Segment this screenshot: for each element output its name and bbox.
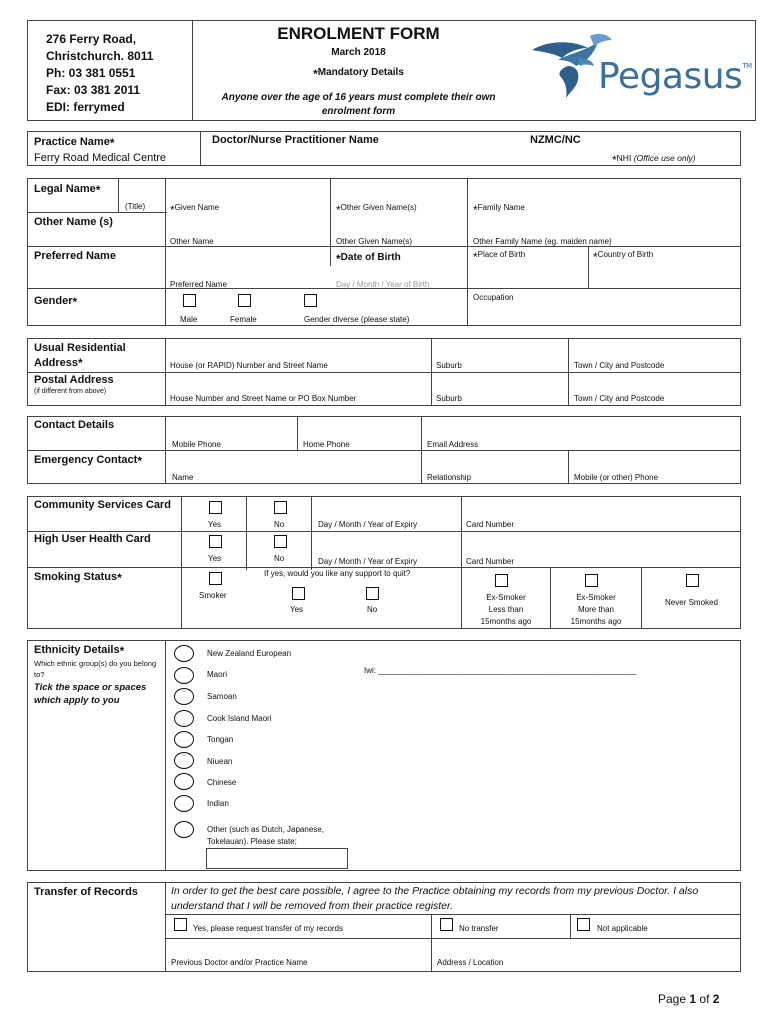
relationship-label: Relationship: [427, 473, 472, 482]
required-star: *: [473, 203, 478, 217]
ex-smoker-more-checkbox[interactable]: [585, 574, 598, 587]
eth-option-label: Cook Island Maori: [207, 714, 272, 723]
header-divider: [192, 20, 193, 121]
postal-note: (if different from above): [34, 388, 107, 395]
huhc-expiry-label: Day / Month / Year of Expiry: [318, 557, 418, 566]
row-divider: [165, 914, 741, 915]
ethnicity-question: Which ethnic group(s) do you belong to?: [34, 659, 157, 679]
col-divider: [297, 416, 298, 450]
gender-label: Gender*: [34, 295, 78, 309]
eth-nz-european-radio[interactable]: [174, 645, 194, 662]
required-star: *: [593, 250, 598, 264]
postal-address-label: Postal Address: [34, 374, 114, 386]
gender-male-checkbox[interactable]: [183, 294, 196, 307]
eth-other-radio[interactable]: [174, 821, 194, 838]
eth-option-label: Samoan: [207, 692, 237, 701]
suburb2-label: Suburb: [436, 394, 462, 403]
town2-label: Town / City and Postcode: [574, 394, 665, 403]
eth-maori-radio[interactable]: [174, 667, 194, 684]
csc-yes-checkbox[interactable]: [209, 501, 222, 514]
smoker-label: Smoker: [199, 591, 227, 600]
given-name-label: *Given Name: [170, 203, 220, 217]
nhi-label: *NHI (Office use only): [612, 153, 696, 167]
preferred-name-label: Preferred Name: [34, 250, 116, 262]
mandatory-note: [196, 67, 521, 81]
never-smoked-label: Never Smoked: [665, 598, 718, 607]
never-smoked-checkbox[interactable]: [686, 574, 699, 587]
other-family-name-label: Other Family Name (eg. maiden name): [473, 237, 612, 246]
required-star: *: [72, 295, 78, 309]
required-star: *: [119, 644, 125, 658]
required-star: *: [473, 250, 478, 264]
edi-line: EDI: ferrymed: [46, 100, 125, 114]
ex-smoker-less-checkbox[interactable]: [495, 574, 508, 587]
col-divider: [246, 496, 247, 570]
form-title: ENROLMENT FORM: [277, 24, 440, 43]
huhc-label: High User Health Card: [34, 533, 151, 545]
prev-address-label: Address / Location: [437, 958, 504, 967]
nzmc-label: NZMC/NC: [530, 134, 581, 146]
eth-option-label: Indian: [207, 799, 229, 808]
eth-option-label: New Zealand European: [207, 649, 292, 658]
legal-name-label: Legal Name*: [34, 183, 101, 197]
practice-divider: [200, 131, 201, 166]
eth-other-input[interactable]: [206, 848, 348, 869]
other-name-label: Other Name: [170, 237, 214, 246]
gender-diverse-label: Gender diverse (please state): [304, 315, 410, 324]
contact-details-label: Contact Details: [34, 419, 115, 431]
csc-card-number-label: Card Number: [466, 520, 515, 529]
row-divider: [27, 450, 741, 451]
page-number: Page 1 of 2: [658, 992, 720, 1006]
quit-yes-checkbox[interactable]: [292, 587, 305, 600]
quit-support-question: If yes, would you like any support to quit?: [264, 569, 411, 578]
col-divider: [330, 178, 331, 266]
required-star: *: [336, 252, 341, 266]
eth-chinese-radio[interactable]: [174, 773, 194, 790]
row-divider: [165, 938, 741, 939]
other-names-label: Other Name (s): [34, 216, 113, 228]
ex-smoker-less-label: Ex-Smoker Less than 15months ago: [480, 593, 532, 626]
col-divider: [181, 496, 182, 629]
csc-expiry-label: Day / Month / Year of Expiry: [318, 520, 418, 529]
mobile-phone-label: Mobile Phone: [172, 440, 221, 449]
huhc-card-number-label: Card Number: [466, 557, 515, 566]
fax-line: Fax: 03 381 2011: [46, 83, 141, 97]
house-po-label: House Number and Street Name or PO Box Number: [170, 394, 357, 403]
col-divider: [588, 246, 589, 288]
quit-yes-label: Yes: [290, 605, 304, 614]
transfer-label: Transfer of Records: [34, 886, 138, 898]
ethnicity-instruction: Tick the space or spaces which apply to you: [34, 682, 147, 706]
dob-placeholder: Day / Month / Year of Birth: [336, 280, 430, 289]
gender-diverse-checkbox[interactable]: [304, 294, 317, 307]
transfer-na-label: Not applicable: [597, 924, 648, 933]
huhc-yes-label: Yes: [208, 554, 222, 563]
practice-name-label: Practice Name*: [34, 136, 115, 150]
smoking-status-label: Smoking Status*: [34, 571, 122, 585]
place-of-birth-label: *Place of Birth: [473, 250, 526, 264]
eth-cook-island-radio[interactable]: [174, 710, 194, 727]
form-date: March 2018: [331, 47, 386, 58]
huhc-yes-checkbox[interactable]: [209, 535, 222, 548]
transfer-no-label: No transfer: [459, 924, 499, 933]
title-label: (Title): [125, 202, 146, 211]
eth-niuean-radio[interactable]: [174, 752, 194, 769]
preferred-name-field-label: Preferred Name: [170, 280, 227, 289]
doctor-label: Doctor/Nurse Practitioner Name: [212, 134, 379, 146]
eth-option-label: Maori: [207, 670, 228, 679]
required-star: *: [336, 203, 341, 217]
phone-line: Ph: 03 381 0551: [46, 66, 136, 80]
row-divider: [27, 246, 741, 247]
female-label: Female: [230, 315, 257, 324]
col-divider: [165, 640, 166, 871]
required-star: *: [109, 136, 115, 150]
iwi-field[interactable]: Iwi: __________________________________________________________: [364, 666, 637, 675]
csc-yes-label: Yes: [208, 520, 222, 529]
mandatory-text: Mandatory Details: [317, 67, 404, 78]
emergency-contact-label: Emergency Contact*: [34, 454, 142, 468]
country-of-birth-label: *Country of Birth: [593, 250, 654, 264]
eth-option-label: Tongan: [207, 735, 234, 744]
transfer-no-checkbox[interactable]: [440, 918, 453, 931]
eth-other-label: Other (such as Dutch, Japanese, Tokelauan). Please state;: [207, 825, 324, 846]
dob-label: *Date of Birth: [336, 252, 401, 266]
eth-tongan-radio[interactable]: [174, 731, 194, 748]
other-given-names-label: *Other Given Name(s): [336, 203, 417, 217]
transfer-statement: In order to get the best care possible, I agree to the Practice obtaining my records from my previous Doctor. I also understand that I will be removed from their practice register.: [171, 885, 699, 912]
eth-indian-radio[interactable]: [174, 795, 194, 812]
ex-smoker-more-label: Ex-Smoker More than 15months ago: [570, 593, 622, 626]
ec-mobile-label: Mobile (or other) Phone: [574, 473, 659, 482]
prev-doctor-label: Previous Doctor and/or Practice Name: [171, 958, 308, 967]
col-divider: [467, 178, 468, 326]
row-divider: [27, 212, 167, 213]
csc-no-label: No: [274, 520, 285, 529]
town-label: Town / City and Postcode: [574, 361, 665, 370]
email-label: Email Address: [427, 440, 479, 449]
male-label: Male: [180, 315, 198, 324]
csc-label: Community Services Card: [34, 499, 171, 511]
mandatory-star: *: [313, 67, 318, 81]
col-divider: [311, 496, 312, 570]
transfer-yes-label: Yes, please request transfer of my records: [193, 924, 343, 933]
home-phone-label: Home Phone: [303, 440, 350, 449]
age-note: Anyone over the age of 16 years must complete their own enrolment form: [221, 92, 496, 117]
required-star: *: [117, 571, 122, 585]
huhc-no-label: No: [274, 554, 285, 563]
address-line: 276 Ferry Road,: [46, 32, 137, 46]
smoker-checkbox[interactable]: [209, 572, 222, 585]
practice-name-value: Ferry Road Medical Centre: [34, 152, 167, 164]
eth-option-label: Chinese: [207, 778, 237, 787]
col-divider: [568, 450, 569, 484]
occupation-label: Occupation: [473, 293, 514, 302]
usual-address-label: Usual Residential Address*: [34, 342, 126, 370]
suburb-label: Suburb: [436, 361, 462, 370]
col-divider: [118, 178, 119, 212]
pegasus-logo-text: Pegasus™: [598, 56, 752, 97]
ec-name-label: Name: [172, 473, 194, 482]
address-line: Christchurch. 8011: [46, 49, 154, 63]
quit-no-label: No: [367, 605, 378, 614]
transfer-na-checkbox[interactable]: [577, 918, 590, 931]
row-divider: [27, 567, 741, 568]
transfer-yes-checkbox[interactable]: [174, 918, 187, 931]
personal-col-divider: [165, 178, 166, 326]
pegasus-logo: [528, 28, 752, 108]
required-star: *: [170, 203, 175, 217]
practice-address: [46, 31, 153, 116]
eth-option-label: Niuean: [207, 757, 233, 766]
other-given-name-label: Other Given Name(s): [336, 237, 413, 246]
col-divider: [570, 914, 571, 938]
gender-female-checkbox[interactable]: [238, 294, 251, 307]
required-star: *: [78, 356, 83, 370]
row-divider: [27, 372, 741, 373]
col-divider: [431, 914, 432, 972]
col-divider: [461, 496, 462, 570]
col-divider: [165, 882, 166, 972]
ethnicity-label: Ethnicity Details*: [34, 644, 125, 658]
csc-no-checkbox[interactable]: [274, 501, 287, 514]
house-rapid-label: House (or RAPID) Number and Street Name: [170, 361, 328, 370]
required-star: *: [137, 454, 142, 468]
row-divider: [27, 531, 741, 532]
trademark: TM: [742, 62, 752, 70]
required-star: *: [612, 153, 617, 167]
quit-no-checkbox[interactable]: [366, 587, 379, 600]
family-name-label: *Family Name: [473, 203, 525, 217]
eth-samoan-radio[interactable]: [174, 688, 194, 705]
required-star: *: [95, 183, 101, 197]
huhc-no-checkbox[interactable]: [274, 535, 287, 548]
